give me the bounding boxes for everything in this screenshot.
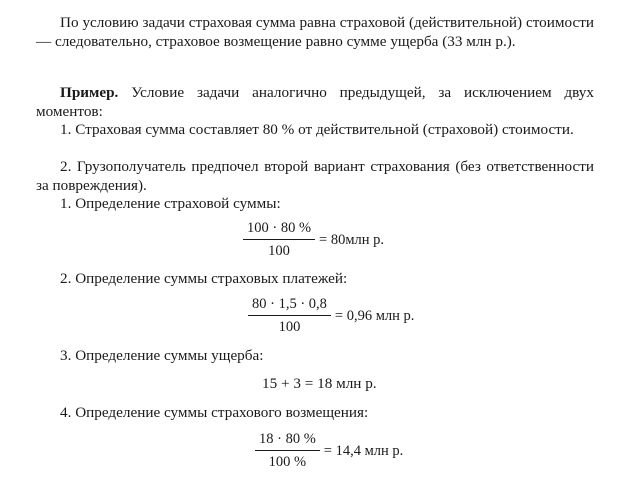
intro-paragraph: По условию задачи страховая сумма равна страховой (действительной) стоимости — следовательно, страховое возмещение равно сумме ущерба (33 млн р.).	[36, 14, 594, 50]
step-3-label: 3. Определение суммы ущерба:	[60, 347, 264, 364]
formula-2-denominator: 100	[278, 319, 301, 335]
step-1-label: 1. Определение страховой суммы:	[60, 195, 281, 212]
formula-4	[255, 431, 403, 471]
formula-4-numerator: 18 · 80 %	[255, 431, 320, 451]
formula-1-fraction	[243, 220, 315, 260]
step-2-label: 2. Определение суммы страховых платежей:	[60, 270, 348, 287]
formula-2-fraction	[248, 296, 331, 336]
condition-1: 1. Страховая сумма составляет 80 % от действительной (страховой) стоимости.	[60, 121, 574, 138]
formula-2-result: = 0,96 млн р.	[334, 307, 415, 324]
condition-2: 2. Грузополучатель предпочел второй вариант страхования (без ответственности за повреждения).	[36, 158, 594, 194]
formula-4-result: = 14,4 млн р.	[323, 442, 404, 459]
formula-2-numerator: 80 · 1,5 · 0,8	[248, 296, 331, 316]
formula-1-result: = 80млн р.	[319, 231, 385, 248]
example-paragraph	[36, 84, 594, 121]
example-text: Условие задачи аналогично предыдущей, за исключением двух моментов:	[36, 84, 594, 120]
example-label: Пример.	[60, 84, 119, 101]
formula-1-denominator: 100	[268, 243, 290, 259]
formula-1-numerator: 100 · 80 %	[243, 220, 315, 240]
step-4-label: 4. Определение суммы страхового возмещения:	[60, 404, 369, 421]
formula-1	[243, 220, 384, 260]
formula-3: 15 + 3 = 18 млн р.	[262, 375, 377, 392]
formula-4-denominator: 100 %	[268, 454, 307, 470]
formula-4-fraction	[255, 431, 320, 471]
formula-2	[248, 296, 414, 336]
